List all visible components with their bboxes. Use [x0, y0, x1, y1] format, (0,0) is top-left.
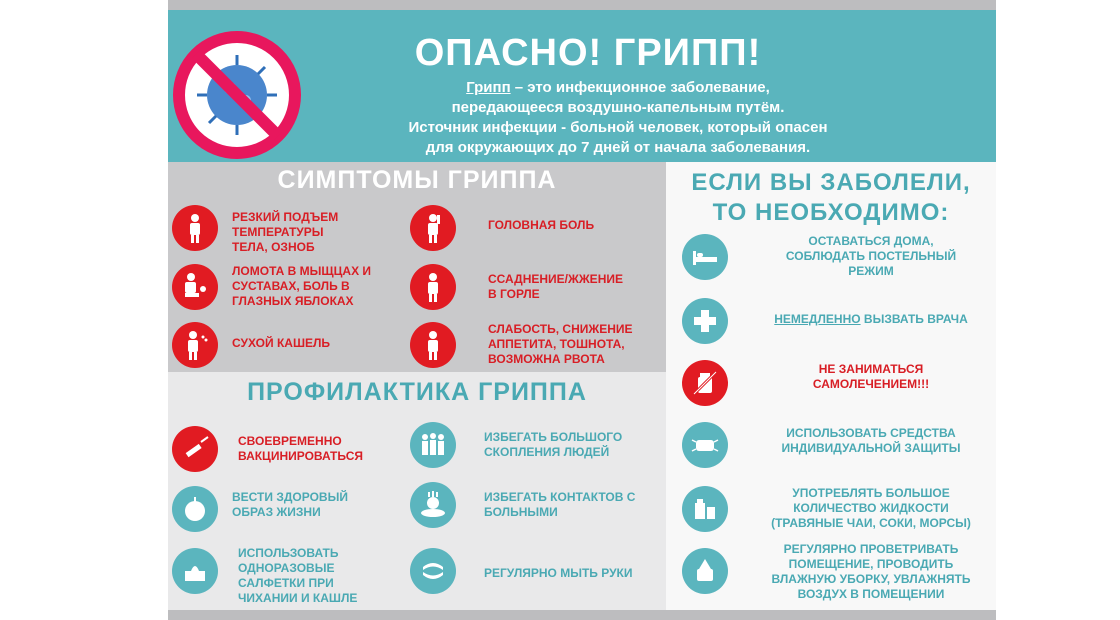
- poster-title: ОПАСНО! ГРИПП!: [414, 32, 762, 74]
- prevention-4-line-2: БОЛЬНЫМИ: [484, 505, 558, 519]
- action-1-line-3: РЕЖИМ: [848, 264, 894, 278]
- action-4-line-1: ИСПОЛЬЗОВАТЬ СРЕДСТВА: [786, 426, 956, 440]
- prevention-1-line-1: СВОЕВРЕМЕННО: [238, 434, 342, 448]
- prevention-4-line-1: ИЗБЕГАТЬ КОНТАКТОВ С: [484, 490, 636, 504]
- intro-line-1-rest: – это инфекционное заболевание,: [510, 79, 770, 96]
- action-2-rest: ВЫЗВАТЬ ВРАЧА: [860, 312, 968, 326]
- no-pills-icon: [682, 360, 728, 406]
- action-text-6: [746, 542, 996, 602]
- prevention-text-5: [238, 546, 357, 606]
- prevention-text-2: [484, 430, 622, 460]
- drinks-icon: [682, 486, 728, 532]
- fever-person-icon: [172, 205, 218, 251]
- action-text-2: [746, 312, 996, 327]
- aching-person-icon: [172, 264, 218, 310]
- actions-title: [666, 168, 996, 228]
- symptom-3-line-3: ГЛАЗНЫХ ЯБЛОКАХ: [232, 294, 354, 308]
- symptom-4-line-2: В ГОРЛЕ: [488, 287, 540, 301]
- prevention-5-line-2: ОДНОРАЗОВЫЕ: [238, 561, 335, 575]
- intro-line-1: [338, 78, 898, 98]
- symptom-text-2: [488, 218, 594, 233]
- prevention-title: ПРОФИЛАКТИКА ГРИППА: [247, 378, 587, 406]
- actions-title-line-1: ЕСЛИ ВЫ ЗАБОЛЕЛИ,: [691, 169, 971, 196]
- apple-icon: [172, 486, 218, 532]
- intro-line-2: передающееся воздушно-капельным путём.: [451, 99, 785, 116]
- top-border: [168, 0, 996, 10]
- intro-keyword: Грипп: [466, 79, 511, 96]
- action-text-1: [746, 234, 996, 279]
- prevention-5-line-4: ЧИХАНИИ И КАШЛЕ: [238, 591, 358, 605]
- intro-line-3: Источник инфекции - больной человек, который опасен: [408, 119, 828, 136]
- tissue-box-icon: [172, 548, 218, 594]
- action-5-line-2: КОЛИЧЕСТВО ЖИДКОСТИ: [793, 501, 949, 515]
- symptom-1-line-1: РЕЗКИЙ ПОДЪЕМ: [232, 210, 339, 224]
- actions-section: [666, 162, 996, 610]
- prevention-text-1: [238, 434, 363, 464]
- syringe-icon: [172, 426, 218, 472]
- symptom-6-line-2: АППЕТИТА, ТОШНОТА,: [488, 337, 625, 351]
- action-3-line-1: НЕ ЗАНИМАТЬСЯ: [818, 362, 924, 376]
- symptom-text-1: [232, 210, 338, 255]
- prevention-text-6: [484, 566, 633, 581]
- prevention-section: [168, 372, 666, 610]
- prevention-text-4: [484, 490, 635, 520]
- prevention-1-line-2: ВАКЦИНИРОВАТЬСЯ: [238, 449, 364, 463]
- symptom-text-6: [488, 322, 633, 367]
- nausea-person-icon: [410, 322, 456, 368]
- action-text-3: [746, 362, 996, 392]
- no-virus-icon: [172, 30, 302, 160]
- action-5-line-1: УПОТРЕБЛЯТЬ БОЛЬШОЕ: [792, 486, 950, 500]
- action-5-line-3: (ТРАВЯНЫЕ ЧАИ, СОКИ, МОРСЫ): [771, 516, 971, 530]
- headache-person-icon: [410, 205, 456, 251]
- prevention-5-line-3: САЛФЕТКИ ПРИ: [238, 576, 334, 590]
- actions-title-line-2: ТО НЕОБХОДИМО:: [712, 199, 950, 226]
- symptom-6-line-3: ВОЗМОЖНА РВОТА: [488, 352, 605, 366]
- action-2-underlined: НЕМЕДЛЕННО: [774, 312, 861, 326]
- symptoms-section: [168, 162, 666, 372]
- prevention-6-line-1: РЕГУЛЯРНО МЫТЬ РУКИ: [484, 566, 633, 580]
- symptom-4-line-1: ССАДНЕНИЕ/ЖЖЕНИЕ: [488, 272, 623, 286]
- prevention-5-line-1: ИСПОЛЬЗОВАТЬ: [238, 546, 339, 560]
- hand-washing-icon: [410, 548, 456, 594]
- symptom-text-4: [488, 272, 623, 302]
- prevention-3-line-2: ОБРАЗ ЖИЗНИ: [232, 505, 321, 519]
- sick-person-icon: [410, 482, 456, 528]
- bed-icon: [682, 234, 728, 280]
- bottom-border: [168, 610, 996, 620]
- coughing-person-icon: [172, 322, 218, 368]
- symptom-6-line-1: СЛАБОСТЬ, СНИЖЕНИЕ: [488, 322, 633, 336]
- action-6-line-4: ВОЗДУХ В ПОМЕЩЕНИИ: [797, 587, 945, 601]
- symptoms-title: СИМПТОМЫ ГРИППА: [277, 166, 557, 194]
- symptom-5-line-1: СУХОЙ КАШЕЛЬ: [232, 336, 331, 350]
- symptom-3-line-2: СУСТАВАХ, БОЛЬ В: [232, 279, 350, 293]
- intro-line-4: для окружающих до 7 дней от начала заболевания.: [425, 139, 811, 156]
- crowd-icon: [410, 422, 456, 468]
- humidifier-icon: [682, 548, 728, 594]
- symptom-2-line-1: ГОЛОВНАЯ БОЛЬ: [488, 218, 595, 232]
- action-1-line-1: ОСТАВАТЬСЯ ДОМА,: [808, 234, 934, 248]
- action-6-line-1: РЕГУЛЯРНО ПРОВЕТРИВАТЬ: [783, 542, 959, 556]
- flu-poster: [168, 0, 996, 620]
- prevention-2-line-1: ИЗБЕГАТЬ БОЛЬШОГО: [484, 430, 623, 444]
- action-1-line-2: СОБЛЮДАТЬ ПОСТЕЛЬНЫЙ: [785, 249, 957, 263]
- symptom-text-3: [232, 264, 371, 309]
- symptom-text-5: [232, 336, 330, 351]
- symptom-1-line-2: ТЕМПЕРАТУРЫ: [232, 225, 324, 239]
- symptom-3-line-1: ЛОМОТА В МЫЩЦАХ И: [232, 264, 372, 278]
- header-banner: [168, 10, 996, 162]
- face-mask-icon: [682, 422, 728, 468]
- action-4-line-2: ИНДИВИДУАЛЬНОЙ ЗАЩИТЫ: [781, 441, 961, 455]
- prevention-3-line-1: ВЕСТИ ЗДОРОВЫЙ: [232, 490, 348, 504]
- action-6-line-3: ВЛАЖНУЮ УБОРКУ, УВЛАЖНЯТЬ: [771, 572, 971, 586]
- action-text-5: [746, 486, 996, 531]
- sore-throat-person-icon: [410, 264, 456, 310]
- medical-cross-icon: [682, 298, 728, 344]
- prevention-2-line-2: СКОПЛЕНИЯ ЛЮДЕЙ: [484, 445, 610, 459]
- action-text-4: [746, 426, 996, 456]
- symptom-1-line-3: ТЕЛА, ОЗНОБ: [232, 240, 315, 254]
- prevention-text-3: [232, 490, 348, 520]
- action-6-line-2: ПОМЕЩЕНИЕ, ПРОВОДИТЬ: [788, 557, 954, 571]
- action-3-line-2: САМОЛЕЧЕНИЕМ!!!: [812, 377, 930, 391]
